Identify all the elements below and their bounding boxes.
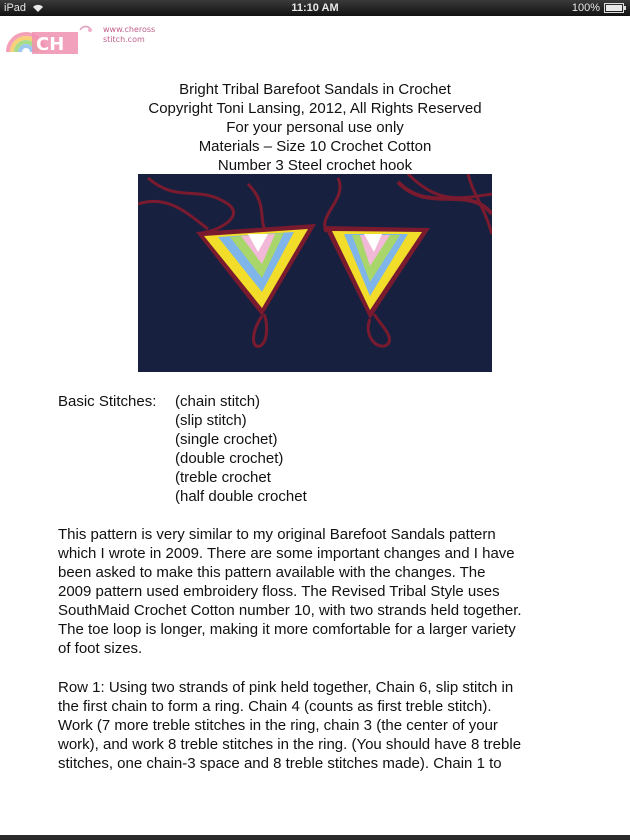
- bottom-bar: [0, 835, 630, 840]
- text-line: The toe loop is longer, making it more comfortable for a larger variety: [58, 621, 516, 638]
- battery-icon: [604, 3, 624, 13]
- clock: 11:10 AM: [291, 2, 339, 14]
- logo-text: CH: [36, 34, 65, 55]
- stitch-item: (chain stitch): [175, 393, 261, 410]
- stitch-item: (single crochet): [175, 431, 278, 448]
- text-line: been asked to make this pattern available with the changes. The: [58, 564, 486, 581]
- battery-percent: 100%: [571, 2, 600, 14]
- document-header: [0, 80, 630, 175]
- watermark-site: [103, 25, 155, 45]
- copyright-line: Copyright Toni Lansing, 2012, All Rights Reserved: [148, 100, 482, 117]
- text-line: stitches, one chain-3 space and 8 treble stitches made). Chain 1 to: [58, 755, 502, 772]
- battery-fill: [606, 5, 622, 11]
- materials-line: Materials – Size 10 Crochet Cotton: [198, 138, 432, 155]
- text-line: This pattern is very similar to my original Barefoot Sandals pattern: [58, 526, 496, 543]
- status-bar: [0, 0, 630, 16]
- intro-paragraph: [58, 525, 598, 658]
- row1-paragraph: [58, 678, 598, 773]
- hook-line: Number 3 Steel crochet hook: [217, 157, 413, 174]
- text-line: SouthMaid Crochet Cotton number 10, with two strands held together.: [58, 602, 522, 619]
- stitch-item: (slip stitch): [175, 412, 247, 429]
- title: Bright Tribal Barefoot Sandals in Crochet: [179, 81, 451, 98]
- text-line: 2009 pattern used embroidery floss. The Revised Tribal Style uses: [58, 583, 500, 600]
- watermark-site-line2: stitch.com: [103, 35, 145, 44]
- text-line: Row 1: Using two strands of pink held together, Chain 6, slip stitch in: [58, 679, 514, 696]
- stitch-item: (double crochet): [175, 450, 284, 467]
- text-line: work), and work 8 treble stitches in the ring. (You should have 8 treble: [58, 736, 522, 753]
- text-line: which I wrote in 2009. There are some important changes and I have: [58, 545, 515, 562]
- watermark-site-line1: www.cheross: [103, 25, 156, 34]
- text-line: Work (7 more treble stitches in the ring, chain 3 (the center of your: [58, 717, 498, 734]
- stitch-item: (half double crochet: [175, 488, 307, 505]
- watermark-logo: [4, 18, 174, 58]
- stitches-label: Basic Stitches:: [58, 393, 157, 410]
- photo-background: [138, 174, 492, 372]
- status-right: [572, 0, 624, 16]
- stitch-item: (treble crochet: [175, 469, 271, 486]
- text-line: the first chain to form a ring. Chain 4 (counts as first treble stitch).: [58, 698, 492, 715]
- usage-line: For your personal use only: [226, 119, 404, 136]
- sandals-photo: [138, 174, 492, 372]
- stitches-list: [175, 392, 307, 506]
- text-line: of foot sizes.: [58, 640, 143, 657]
- device-name: iPad: [4, 2, 27, 14]
